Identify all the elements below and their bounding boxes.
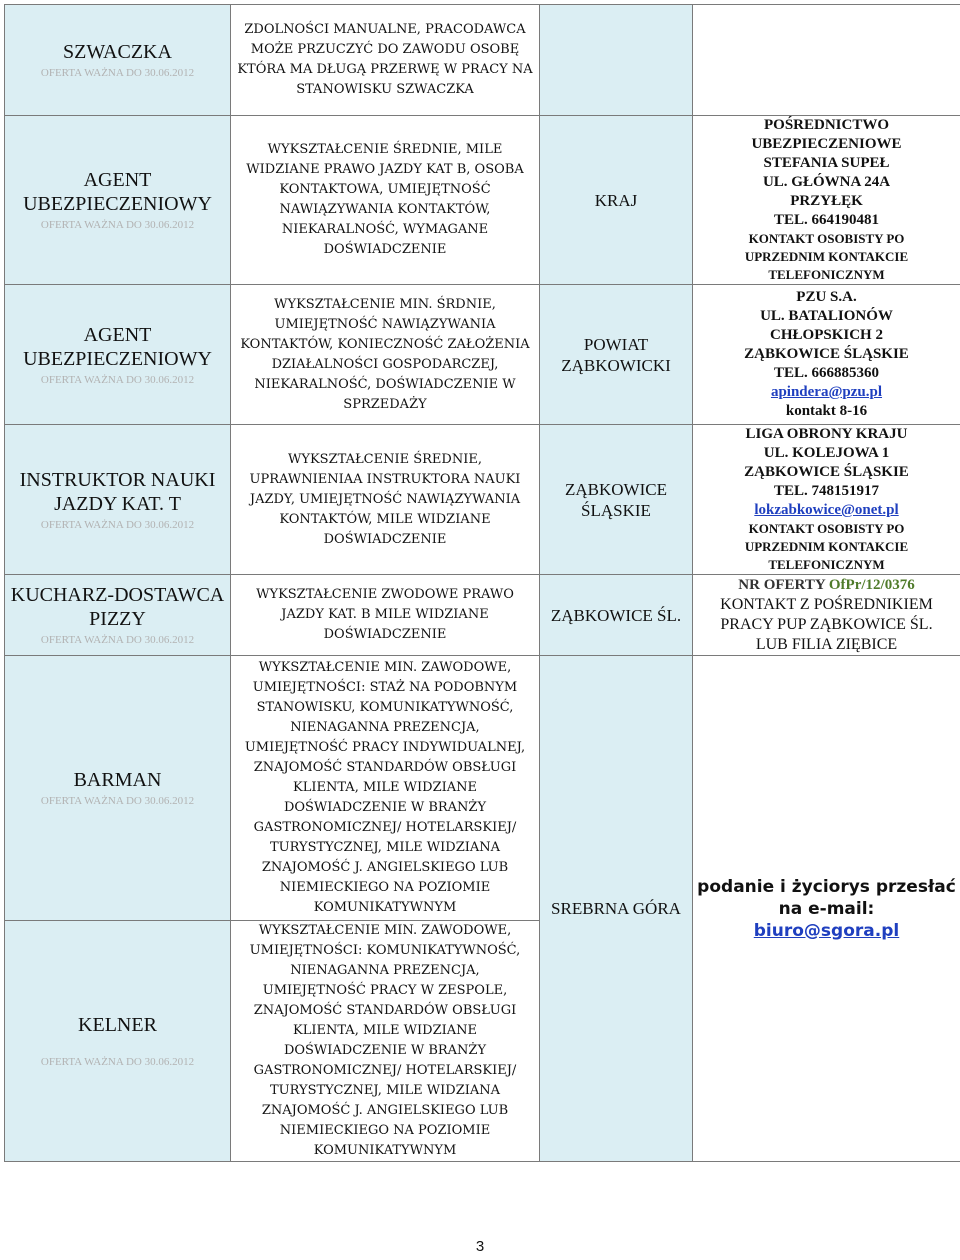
job-title-cell bbox=[5, 116, 231, 285]
contact-cell bbox=[693, 656, 960, 1162]
contact-street: UL. GŁÓWNA 24A bbox=[762, 174, 891, 190]
offer-number-label: NR OFERTY bbox=[738, 577, 829, 593]
contact-street: CHŁOPSKICH 2 bbox=[770, 327, 883, 343]
offer-validity: OFERTA WAŻNA DO 30.06.2012 bbox=[40, 634, 195, 646]
contact-cell bbox=[693, 575, 960, 656]
offer-validity: OFERTA WAŻNA DO 30.06.2012 bbox=[40, 219, 195, 231]
contact-email-link[interactable]: lokzabkowice@onet.pl bbox=[754, 502, 899, 518]
contact-street: UL. BATALIONÓW bbox=[760, 308, 893, 324]
job-requirements: WYKSZTAŁCENIE MIN. ZAWODOWE, UMIEJĘTNOŚCI: STAŻ NA PODOBNYM STANOWISKU, KOMUNIKATYWNOŚĆ, NIENAGANNA PREZENCJA, UMIEJĘTNOŚĆ PRACY INDYWIDUALNEJ, ZNAJOMOŚĆ STANDARDÓW OBSŁUGI KLIENTA, MILE WIDZIANE DOŚWIADCZENIE W BRANŻY GASTRONOMICZNEJ/ HOTELARSKIEJ/ TURYSTYCZNEJ, MILE WIDZIANA ZNAJOMOŚĆ J. ANGIELSKIEGO LUB NIEMIECKIEGO NA POZIOMIE KOMUNIKATYWNYM bbox=[244, 660, 526, 915]
contact-name: PZU S.A. bbox=[796, 289, 857, 305]
requirements-cell bbox=[231, 5, 540, 116]
location-cell bbox=[540, 116, 693, 285]
job-title: SZWACZKA bbox=[63, 41, 172, 63]
offer-number-code: OfPr/12/0376 bbox=[828, 577, 915, 593]
application-line: na e-mail: bbox=[778, 898, 875, 919]
offer-validity: OFERTA WAŻNA DO 30.06.2012 bbox=[40, 1056, 195, 1068]
job-title: BARMAN bbox=[73, 769, 162, 791]
requirements-cell bbox=[231, 575, 540, 656]
table-row bbox=[5, 116, 960, 285]
job-title-cell bbox=[5, 425, 231, 575]
table-row bbox=[5, 656, 960, 921]
job-requirements: WYKSZTAŁCENIE ŚREDNIE, MILE WIDZIANE PRAWO JAZDY KAT B, OSOBA KONTAKTOWA, UMIEJĘTNOŚĆ NAWIĄZYWANIA KONTAKTÓW, NIEKARALNOŚĆ, WYMAGANE DOŚWIADCZENIE bbox=[246, 142, 524, 257]
contact-email-link[interactable]: apindera@pzu.pl bbox=[770, 384, 883, 400]
location-cell bbox=[540, 5, 693, 116]
table-row bbox=[5, 575, 960, 656]
contact-block-agency-supel bbox=[693, 116, 960, 284]
contact-name: UBEZPIECZENIOWE bbox=[751, 136, 902, 152]
contact-phone: TEL. 664190481 bbox=[773, 212, 879, 228]
contact-note: TELEFONICZNYM bbox=[768, 557, 885, 572]
contact-name: POŚREDNICTWO bbox=[763, 117, 890, 133]
requirements-cell bbox=[231, 116, 540, 285]
contact-phone: TEL. 748151917 bbox=[773, 483, 879, 499]
contact-hours: kontakt 8-16 bbox=[785, 403, 868, 419]
table-row bbox=[5, 5, 960, 116]
location-cell bbox=[540, 575, 693, 656]
location-zabkowice-short: ZĄBKOWICE ŚL. bbox=[550, 605, 682, 625]
job-title: INSTRUKTOR NAUKI JAZDY KAT. T bbox=[19, 468, 216, 515]
contact-block-lok bbox=[693, 425, 960, 574]
job-requirements: WYKSZTAŁCENIE MIN. ŚRDNIE, UMIEJĘTNOŚĆ NAWIĄZYWANIA KONTAKTÓW, KONIECZNOŚĆ ZAŁOŻENIA DZIAŁALNOŚCI GOSPODARCZEJ, NIEKARALNOŚĆ, DOŚWIADCZENIE W SPRZEDAŻY bbox=[240, 296, 530, 412]
table-row bbox=[5, 285, 960, 425]
offer-reference-block bbox=[693, 575, 960, 655]
location-cell bbox=[540, 425, 693, 575]
requirements-cell bbox=[231, 285, 540, 425]
offer-validity: OFERTA WAŻNA DO 30.06.2012 bbox=[40, 373, 195, 386]
requirements-cell bbox=[231, 425, 540, 575]
location-cell bbox=[540, 285, 693, 425]
job-title-cell bbox=[5, 575, 231, 656]
job-title: AGENT UBEZPIECZENIOWY bbox=[23, 323, 212, 370]
contact-phone: TEL. 666885360 bbox=[773, 365, 879, 381]
offer-validity: OFERTA WAŻNA DO 30.06.2012 bbox=[40, 67, 195, 79]
agency-line: PRACY PUP ZĄBKOWICE ŚL. bbox=[720, 616, 933, 633]
location-cell bbox=[540, 656, 693, 1162]
contact-person: STEFANIA SUPEŁ bbox=[763, 155, 890, 171]
job-title-cell bbox=[5, 921, 231, 1162]
contact-cell bbox=[693, 285, 960, 425]
job-title: AGENT UBEZPIECZENIOWY bbox=[23, 169, 212, 215]
location-kraj: KRAJ bbox=[594, 190, 638, 210]
contact-cell bbox=[693, 5, 960, 116]
contact-note: TELEFONICZNYM bbox=[768, 267, 885, 282]
job-offers-table-wrapper bbox=[4, 4, 960, 1162]
offer-number bbox=[693, 575, 960, 595]
contact-cell bbox=[693, 116, 960, 285]
page-number: 3 bbox=[475, 1238, 485, 1255]
job-title-cell bbox=[5, 285, 231, 425]
contact-city: PRZYŁĘK bbox=[790, 193, 863, 209]
offer-validity: OFERTA WAŻNA DO 30.06.2012 bbox=[40, 795, 195, 807]
job-title: KELNER bbox=[78, 1014, 157, 1036]
job-title-cell bbox=[5, 5, 231, 116]
requirements-cell bbox=[231, 921, 540, 1162]
contact-block-pzu bbox=[693, 288, 960, 421]
job-requirements: WYKSZTAŁCENIE MIN. ZAWODOWE, UMIEJĘTNOŚCI: KOMUNIKATYWNOŚĆ, NIENAGANNA PREZENCJA, UMIEJĘTNOŚĆ PRACY W ZESPOLE, ZNAJOMOŚĆ STANDARDÓW OBSŁUGI KLIENTA, MILE WIDZIANE DOŚWIADCZENIE W BRANŻY GASTRONOMICZNEJ/ HOTELARSKIEJ/ TURYSTYCZNEJ, MILE WIDZIANA ZNAJOMOŚĆ J. ANGIELSKIEGO LUB NIEMIECKIEGO NA POZIOMIE KOMUNIKATYWNYM bbox=[249, 923, 521, 1158]
application-email-link[interactable]: biuro@sgora.pl bbox=[753, 920, 900, 941]
requirements-cell bbox=[231, 656, 540, 921]
job-requirements: ZDOLNOŚCI MANUALNE, PRACODAWCA MOŻE PRZUCZYĆ DO ZAWODU OSOBĘ KTÓRA MA DŁUGĄ PRZERWĘ W PRACY NA STANOWISKU SZWACZKA bbox=[237, 22, 533, 97]
table-row bbox=[5, 425, 960, 575]
location-srebrna-gora: SREBRNA GÓRA bbox=[551, 899, 681, 918]
offer-validity: OFERTA WAŻNA DO 30.06.2012 bbox=[40, 518, 195, 531]
contact-note: KONTAKT OSOBISTY PO bbox=[748, 231, 905, 246]
contact-name: LIGA OBRONY KRAJU bbox=[745, 426, 908, 442]
job-title: KUCHARZ-DOSTAWCA PIZZY bbox=[10, 584, 225, 630]
contact-note: UPRZEDNIM KONTAKCIE bbox=[744, 539, 909, 554]
job-requirements: WYKSZTAŁCENIE ZWODOWE PRAWO JAZDY KAT. B MILE WIDZIANE DOŚWIADCZENIE bbox=[256, 587, 514, 642]
application-instructions bbox=[693, 876, 960, 942]
job-requirements: WYKSZTAŁCENIE ŚREDNIE, UPRAWNIENIAA INSTRUKTORA NAUKI JAZDY, UMIEJĘTNOŚĆ NAWIĄZYWANIA KONTAKTÓW, MILE WIDZIANE DOŚWIADCZENIE bbox=[249, 451, 521, 547]
contact-note: UPRZEDNIM KONTAKCIE bbox=[744, 249, 909, 264]
location-powiat: POWIAT ZĄBKOWICKI bbox=[561, 334, 671, 375]
application-line: podanie i życiorys przesłać bbox=[697, 876, 956, 897]
contact-cell bbox=[693, 425, 960, 575]
job-title-cell bbox=[5, 656, 231, 921]
contact-street: UL. KOLEJOWA 1 bbox=[763, 445, 890, 461]
agency-line: KONTAKT Z POŚREDNIKIEM bbox=[720, 596, 933, 613]
job-offers-table bbox=[4, 4, 960, 1162]
location-zabkowice: ZĄBKOWICE ŚLĄSKIE bbox=[565, 479, 667, 520]
contact-city: ZĄBKOWICE ŚLĄSKIE bbox=[744, 464, 909, 480]
contact-note: KONTAKT OSOBISTY PO bbox=[748, 521, 905, 536]
agency-line: LUB FILIA ZIĘBICE bbox=[755, 636, 898, 653]
contact-city: ZĄBKOWICE ŚLĄSKIE bbox=[744, 346, 909, 362]
